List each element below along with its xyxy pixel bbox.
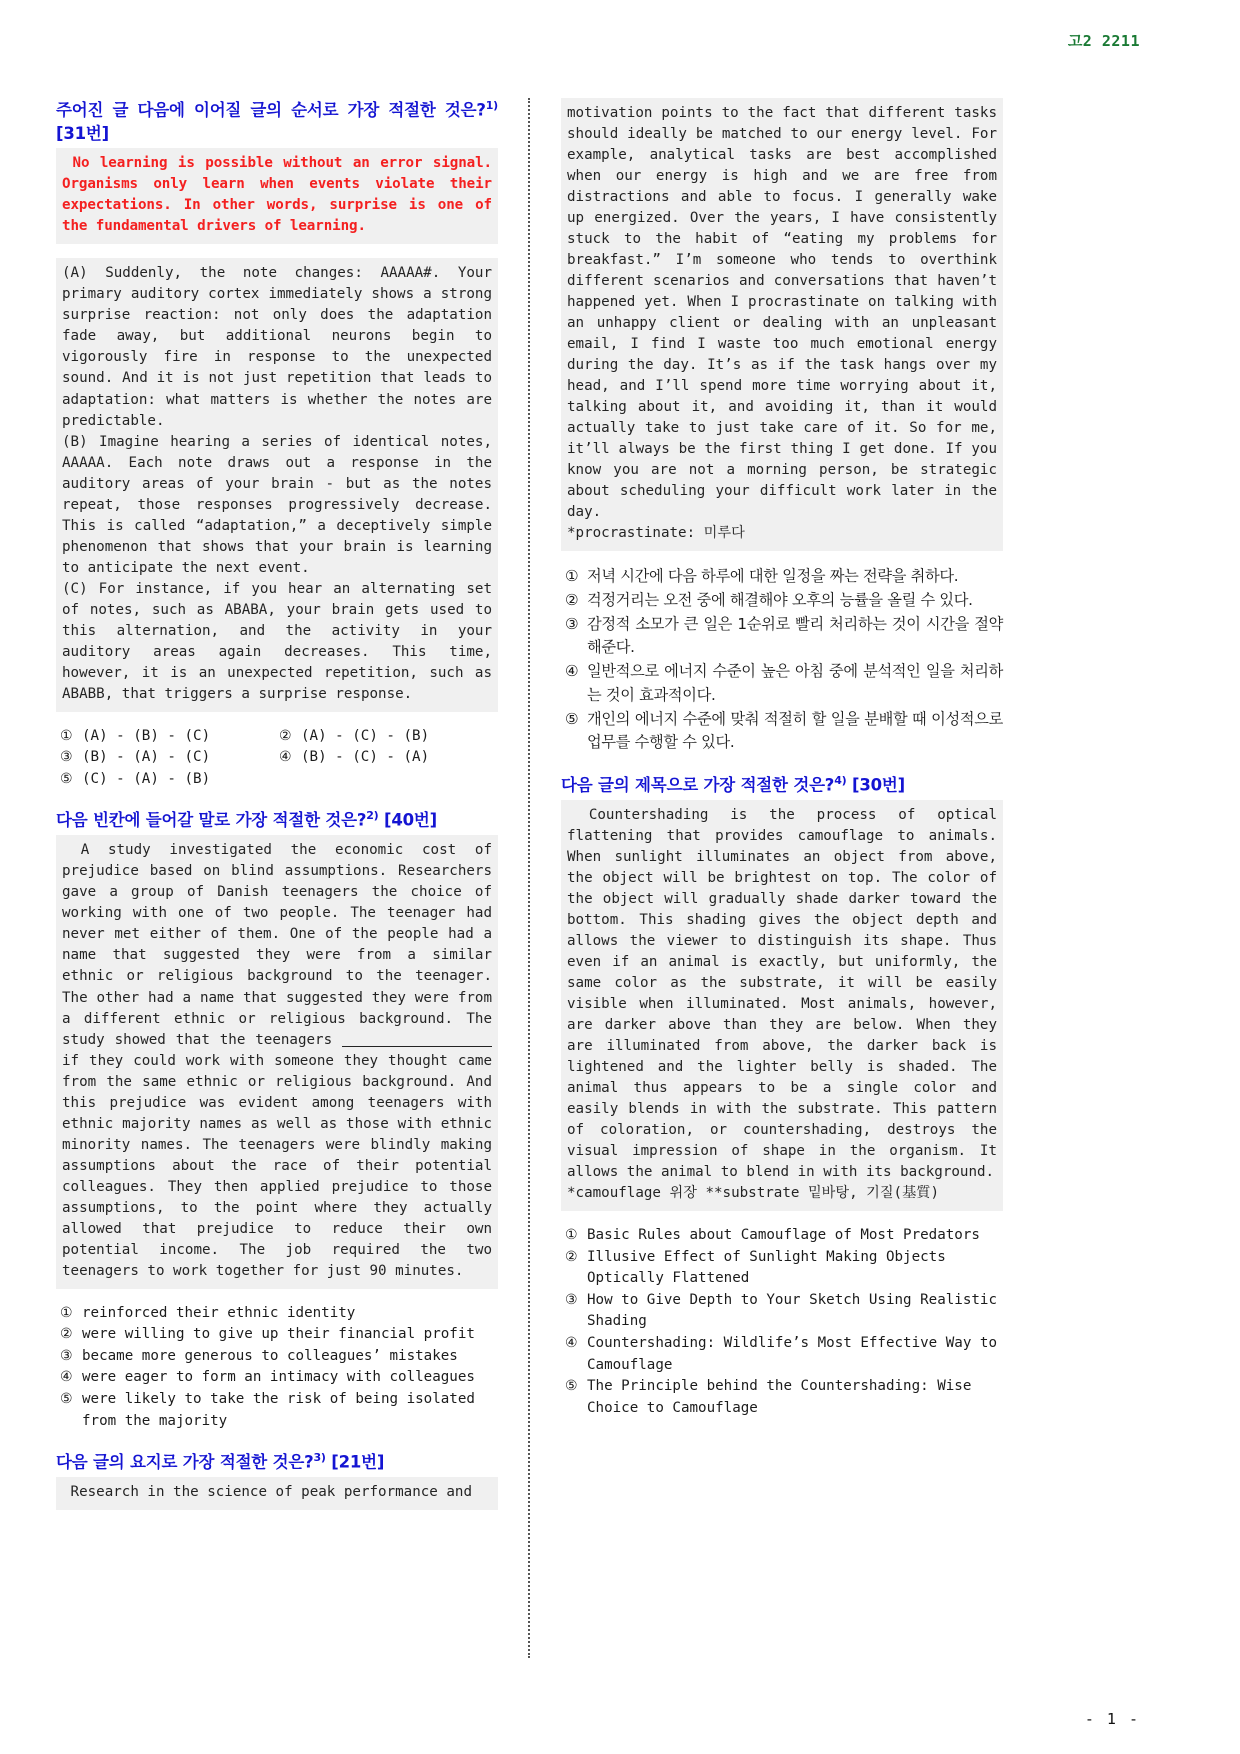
q4-number: [30번]: [852, 775, 905, 795]
question-2-title: [56, 808, 498, 832]
choice-item[interactable]: [60, 1346, 498, 1368]
choice-item[interactable]: [60, 1303, 498, 1325]
q3-number: [21번]: [331, 1452, 385, 1472]
choice-marker: ①: [60, 1304, 73, 1321]
column-divider: [528, 98, 531, 1658]
left-column: [56, 98, 508, 1658]
choice-marker: ②: [60, 1326, 73, 1343]
choice-item[interactable]: [60, 1389, 498, 1432]
choice-label: 일반적으로 에너지 수준이 높은 아침 중에 분석적인 일을 처리하는 것이 효과적이다.: [587, 662, 1003, 704]
choice-marker: ④: [279, 749, 292, 766]
question-1-passage: (A) Suddenly, the note changes: AAAAA#. Your primary auditory cortex immediately shows a strong surprise reaction: not only does the adaptation fade away, but additional neurons begin to vigorously fire in response to the unexpected sound. And it is not just repetition that leads to adaptation: what matters is whether the notes are predictable. (B) Imagine hearing a series of identical notes, AAAAA. Each note draws out a response in the auditory areas of your brain - but as the notes repeat, those responses progressively decrease. This is called “adaptation,” a deceptively simple phenomenon that shows that your brain is learning to anticipate the next event. (C) For instance, if you hear an alternating set of notes, such as ABABA, your brain gets used to this alternation, and the activity in your auditory areas again decreases. This time, however, it is an unexpected repetition, such as ABABB, that triggers a surprise response.: [56, 258, 498, 711]
q2-title-text: 다음 빈칸에 들어갈 말로 가장 적절한 것은?: [56, 810, 367, 830]
choice-label: Illusive Effect of Sunlight Making Objects Optically Flattened: [587, 1248, 955, 1287]
q1-footnote-marker: 1): [485, 99, 498, 112]
question-2-passage: [56, 835, 501, 1288]
choice-marker: ④: [565, 662, 579, 681]
page-number: - 1 -: [1084, 1710, 1140, 1728]
q3-footnote-marker: 3): [313, 1451, 326, 1465]
choice-marker: ②: [565, 591, 579, 610]
choice-marker: ③: [60, 749, 73, 766]
choice-label: How to Give Depth to Your Sketch Using Realistic Shading: [587, 1291, 1006, 1330]
choice-marker: ②: [565, 1248, 578, 1265]
choice-item[interactable]: [565, 1247, 1003, 1290]
choice-label: (B) - (A) - (C): [82, 749, 211, 766]
choice-marker: ⑤: [60, 1391, 73, 1408]
choice-marker: ①: [565, 1227, 578, 1244]
choice-item[interactable]: [279, 726, 498, 748]
choice-item[interactable]: [565, 589, 1003, 613]
choice-item[interactable]: [565, 1225, 1003, 1247]
page-header-code: 고2 2211: [1067, 32, 1140, 50]
choice-label: Basic Rules about Camouflage of Most Predators: [587, 1227, 980, 1244]
question-3-choices: [561, 565, 1008, 755]
q4-title-text: 다음 글의 제목으로 가장 적절한 것은?: [561, 775, 835, 795]
q2-passage-after-blank: if they could work with someone they thought came from the same ethnic or religious background. And this prejudice was evident among teenagers with ethnic majority names as well as those with ethnic minority names. The teenagers were blindly making assumptions about the race of their potential colleagues. They then applied prejudice to those assumptions, to the point where they actually allowed that prejudice to reduce their own potential income. The job required the two teenagers to work together for just 90 minutes.: [62, 1031, 501, 1279]
choice-label: (A) - (B) - (C): [82, 727, 211, 744]
choice-item[interactable]: [60, 1367, 498, 1389]
choice-item[interactable]: [565, 1290, 1006, 1333]
choice-item[interactable]: [565, 1376, 1003, 1419]
choice-label: (A) - (C) - (B): [301, 727, 430, 744]
choice-marker: ①: [60, 727, 73, 744]
question-3-passage-continued: motivation points to the fact that different tasks should ideally be matched to our energy level. For example, analytical tasks are best accomplished when our energy is high and we are free from distractions and able to focus. I generally wake up energized. Over the years, I have consistently stuck to the habit of “eating my problems for breakfast.” I’m someone who tends to overthink different scenarios and conversations that haven’t happened yet. When I procrastinate on talking with an unhappy client or dealing with an unpleasant email, I find I waste too much emotional energy during the day. It’s as if the task hangs over my head, and I’ll spend more time worrying about it, talking about it, and avoiding it, than it would actually take to just take care of it. So for me, it’ll always be the first thing I get done. If you know you are not a morning person, be strategic about scheduling your difficult work later in the day. *procrastinate: 미루다: [561, 98, 1003, 551]
q2-footnote-marker: 2): [366, 809, 379, 823]
q2-passage-before-blank: A study investigated the economic cost of prejudice based on blind assumptions. Researchers gave a group of Danish teenagers the choice of working with one of two people. The teenager had never met either of them. One of the people had a name that suggested they were from a similar ethnic or religious background to the teenager. The other had a name that suggested they were from a different ethnic or religious background. The study showed that the teenagers: [62, 842, 501, 1048]
question-3-title: [56, 1450, 498, 1474]
question-2-choices: [56, 1303, 498, 1432]
choice-label: (C) - (A) - (B): [82, 770, 211, 787]
question-4-choices: [561, 1225, 1006, 1419]
choice-marker: ④: [565, 1335, 578, 1352]
choice-label: 개인의 에너지 수준에 맞춰 적절히 할 일을 분배할 때 이성적으로 업무를 수행할 수 있다.: [587, 709, 1008, 752]
fill-in-blank: [342, 1033, 492, 1047]
q1-number: [31번]: [56, 123, 109, 143]
choice-item[interactable]: [60, 769, 279, 791]
choice-item[interactable]: [565, 1333, 1006, 1376]
choice-item[interactable]: [565, 660, 1003, 707]
question-3-passage-start: Research in the science of peak performance and: [56, 1477, 498, 1510]
choice-marker: ②: [279, 727, 292, 744]
choice-item[interactable]: [60, 747, 279, 769]
choice-label: 감정적 소모가 큰 일은 1순위로 빨리 처리하는 것이 시간을 절약해준다.: [587, 614, 1003, 657]
choice-label: were likely to take the risk of being isolated from the majority: [82, 1391, 484, 1429]
q2-number: [40번]: [384, 810, 438, 830]
choice-item[interactable]: [279, 747, 498, 769]
choice-label: Countershading: Wildlife’s Most Effective Way to Camouflage: [587, 1335, 1006, 1373]
choice-marker: ③: [60, 1347, 73, 1364]
choice-label: reinforced their ethnic identity: [82, 1304, 356, 1321]
choice-label: The Principle behind the Countershading: Wise Choice to Camouflage: [587, 1378, 980, 1416]
choice-marker: ③: [565, 1291, 578, 1308]
choice-item[interactable]: [565, 613, 1003, 660]
choice-label: (B) - (C) - (A): [301, 749, 430, 766]
question-1-title: [56, 98, 498, 145]
question-1-prompt: No learning is possible without an error signal. Organisms only learn when events violate their expectations. In other words, surprise is one of the fundamental drivers of learning.: [56, 148, 498, 244]
choice-marker: ⑤: [60, 770, 73, 787]
choice-item[interactable]: [60, 1324, 498, 1346]
choice-marker: ①: [565, 567, 579, 586]
two-column-layout: [56, 98, 1184, 1658]
choice-item[interactable]: [565, 708, 1008, 755]
choice-item[interactable]: [60, 726, 279, 748]
choice-label: were willing to give up their financial profit: [82, 1326, 475, 1343]
question-4-passage: Countershading is the process of optical flattening that provides camouflage to animals. When sunlight illuminates an object from above, the object will be brightest on top. The color of the object will gradually shade darker toward the bottom. This shading gives the object depth and allows the viewer to distinguish its shape. Thus even if an animal is exactly, but uniformly, the same color as the substrate, it will be easily visible when illuminated. Most animals, however, are darker above than they are below. When they are illuminated from above, the darker back is lightened and the lighter belly is shaded. The animal thus appears to be a single color and easily blends in with the substrate. This pattern of coloration, or countershading, destroys the visual impression of shape in the organism. It allows the animal to blend in with its background. *camouflage 위장 **substrate 밑바탕, 기질(基質): [561, 800, 1003, 1211]
choice-marker: ③: [565, 614, 579, 633]
choice-marker: ④: [60, 1369, 73, 1386]
choice-label: were eager to form an intimacy with colleagues: [82, 1369, 475, 1386]
choice-label: 걱정거리는 오전 중에 해결해야 오후의 능률을 올릴 수 있다.: [587, 591, 973, 610]
choice-label: 저녁 시간에 다음 하루에 대한 일정을 짜는 전략을 취하다.: [587, 567, 959, 586]
right-column: [551, 98, 1008, 1658]
q4-footnote-marker: 4): [834, 773, 847, 787]
q1-title-text: 주어진 글 다음에 이어질 글의 순서로 가장 적절한 것은?: [56, 100, 486, 120]
choice-marker: ⑤: [565, 709, 579, 728]
question-4-title: [561, 773, 1003, 797]
choice-item[interactable]: [565, 565, 1003, 589]
choice-marker: ⑤: [565, 1378, 578, 1395]
q3-title-text: 다음 글의 요지로 가장 적절한 것은?: [56, 1452, 314, 1472]
choice-label: became more generous to colleagues’ mistakes: [82, 1347, 458, 1364]
question-1-choices: [56, 726, 498, 791]
